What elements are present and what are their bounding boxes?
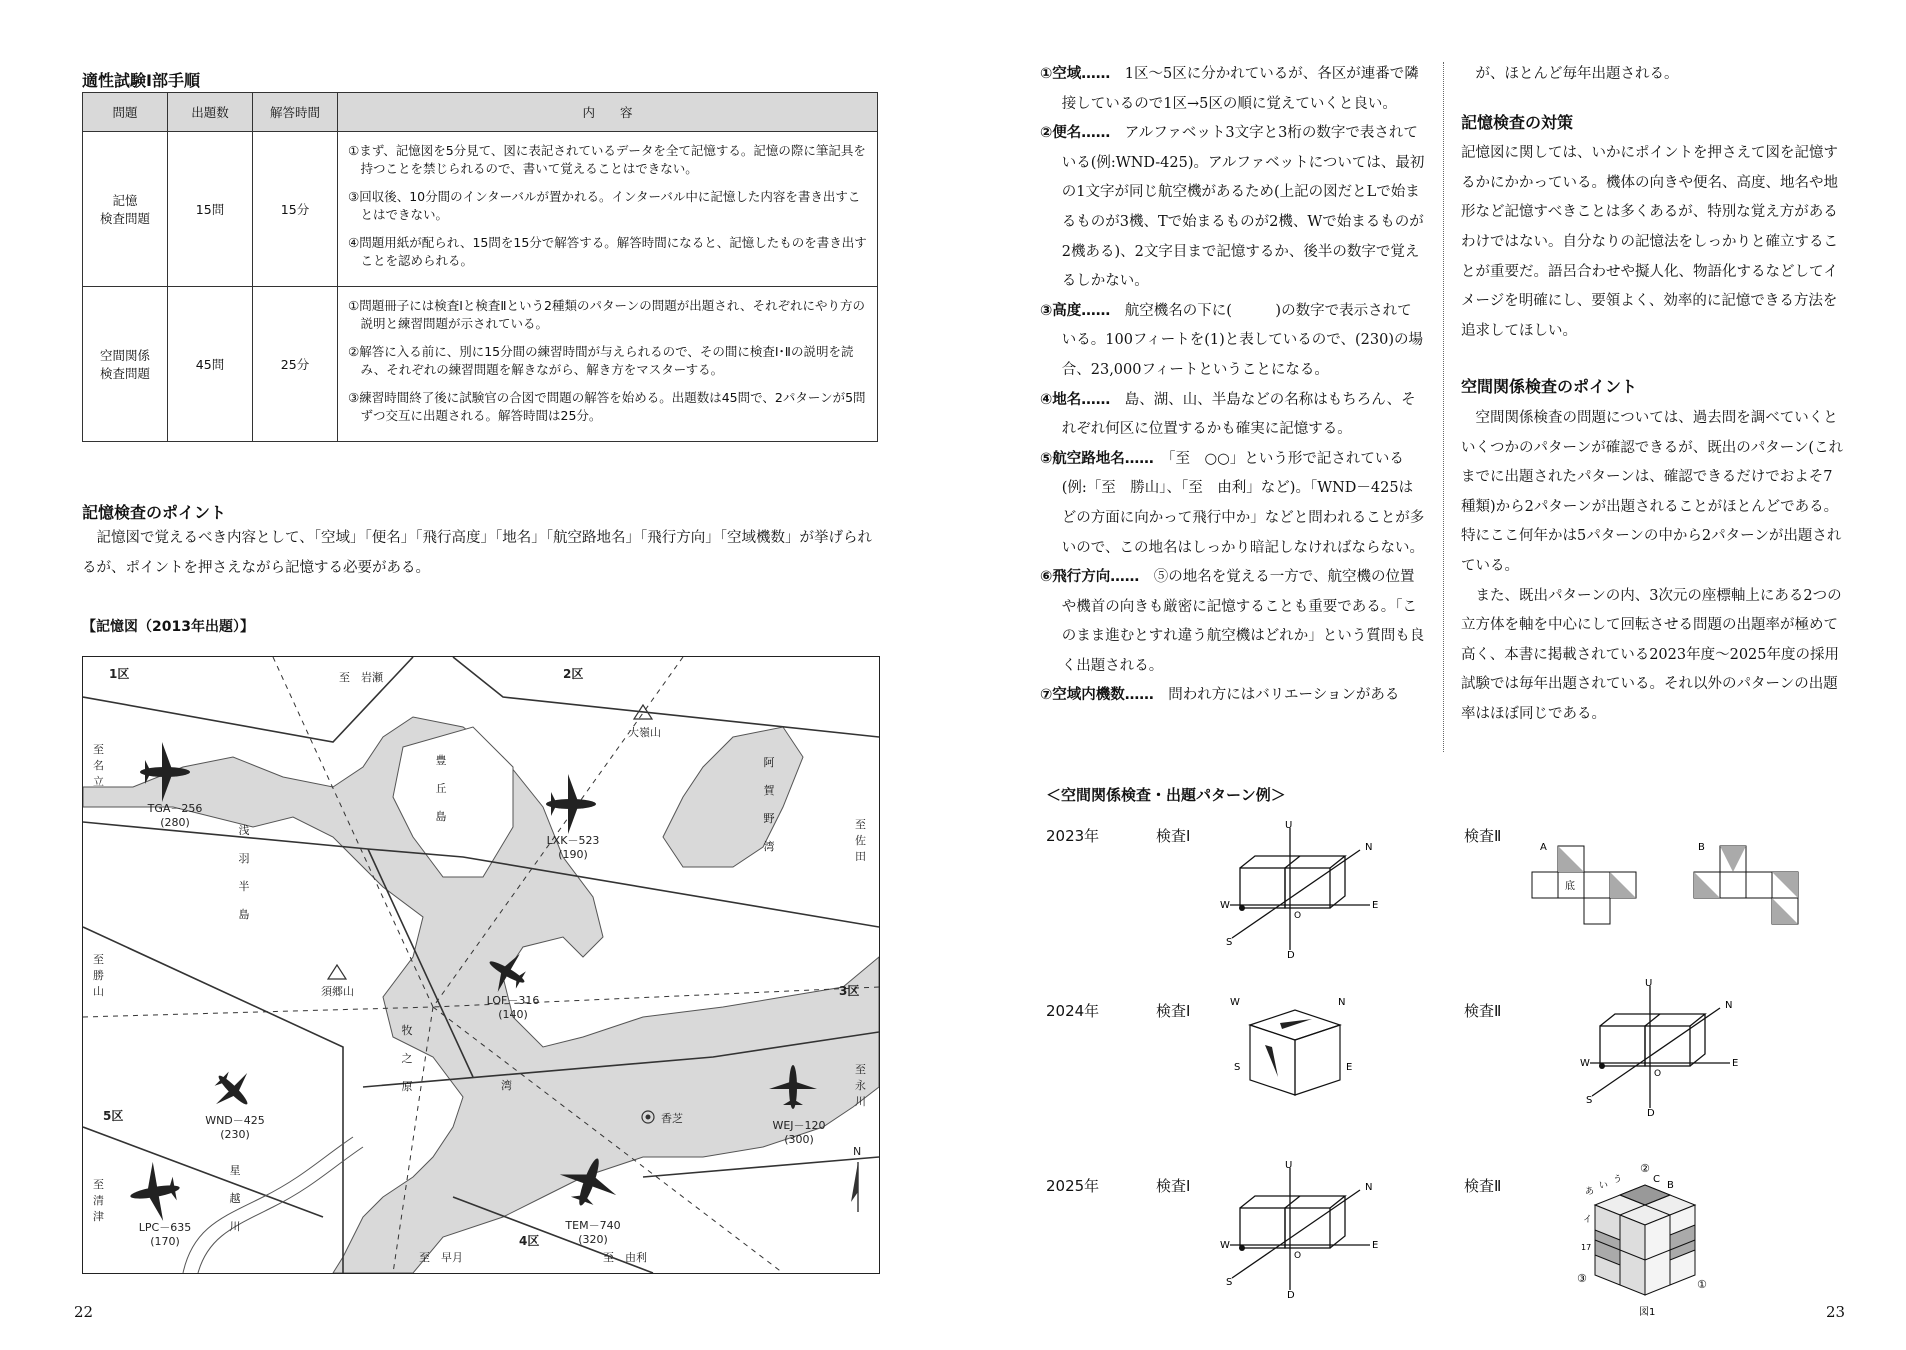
axis-n: N (1338, 997, 1346, 1008)
desc-item: ④問題用紙が配られ、15問を15分で解答する。解答時間になると、記憶したものを書き出すことを認められる。 (348, 235, 867, 268)
axis-n: N (1365, 842, 1373, 853)
axis-e: E (1372, 900, 1379, 911)
area-label: 浅羽半島 (238, 824, 250, 921)
fig-label-f1: イ (1583, 1215, 1593, 1225)
net-label-bottom: 底 (1565, 881, 1575, 892)
fig-label-c: C (1653, 1174, 1660, 1185)
memory-text: 記憶図で覚えるべき内容として、「空域」「便名」「飛行高度」「地名」「航空路地名」「飛行方向」「空域機数」が挙げられ (82, 530, 872, 546)
axis-s: S (1226, 1277, 1233, 1288)
memory-item: ⑥飛行方向…… ⑤の地名を覚える一方で、航空機の位置や機首の向きも厳密に記憶することも重要である。「このまま進むとすれ違う航空機はどれか」という質問も良く出題される。 (1040, 569, 1425, 674)
test2-label: 検査Ⅱ (1464, 1002, 1502, 1020)
header-problem: 問題 (83, 93, 168, 132)
target-heading: 記憶検査の対策 (1461, 112, 1574, 132)
header-count: 出題数 (168, 93, 253, 132)
axis-u: U (1285, 820, 1293, 831)
fig-caption: 図1 (1639, 1307, 1656, 1318)
page-number-right: 23 (1826, 1303, 1846, 1321)
desc-item: ①問題冊子には検査Ⅰと検査Ⅱという2種類のパターンの問題が出題され、それぞれにやり方の説明と練習問題が示されている。 (348, 298, 865, 331)
test2-label: 検査Ⅱ (1464, 1177, 1502, 1195)
test2-label: 検査Ⅱ (1464, 827, 1502, 845)
row-desc (338, 132, 878, 287)
route-name: 至 清津 (93, 1178, 104, 1223)
fig-label-circle3: ③ (1577, 1272, 1587, 1285)
arrow-icon (1280, 1019, 1312, 1029)
fig-label-i: い (1599, 1181, 1609, 1191)
plane-label: TGA－256 (280) (147, 802, 203, 829)
test1-label: 検査Ⅰ (1156, 1177, 1191, 1195)
memory-map (82, 656, 880, 1274)
route-name: 至 佐田 (855, 818, 866, 863)
year-label: 2025年 (1046, 1177, 1100, 1195)
axis-w: W (1580, 1058, 1590, 1069)
year-label: 2024年 (1046, 1002, 1100, 1020)
zone-label: 1区 (109, 667, 130, 681)
axis-o: O (1294, 1251, 1302, 1261)
axis-s: S (1586, 1095, 1593, 1106)
route-name: 至 名立 (93, 743, 104, 788)
axis-u: U (1645, 978, 1653, 989)
zone-label: 4区 (519, 1234, 540, 1248)
page-number-left: 22 (74, 1303, 94, 1321)
header-content: 内 容 (338, 93, 878, 132)
row-name: 記憶 検査問題 (83, 132, 168, 287)
axis-n: N (1725, 1000, 1733, 1011)
axis-w: W (1230, 997, 1240, 1008)
spatial-text: 空間関係検査の問題については、過去問を調べていくといくつかのパターンが確認できるが、既出のパターン(これまでに出題されたパターンは、確認できるだけでおよそ7種類)から2パターンが出題されることがほとんどである。特にここ何年かは5パターンの中から2パターンが出題されている。 (1461, 409, 1844, 574)
route-name: 至 勝山 (93, 953, 104, 998)
axis-d: D (1647, 1108, 1655, 1118)
fig-label-circle2: ② (1640, 1162, 1650, 1175)
zone-label: 2区 (563, 667, 584, 681)
test1-label: 検査Ⅰ (1156, 827, 1191, 845)
arrow-icon (1265, 1045, 1278, 1077)
spatial-text: また、既出パターンの内、3次元の座標軸上にある2つの立方体を軸を中心にして回転させる問題の出題率が極めて高く、本書に掲載されている2023年度～2025年度の採用試験では毎年出題されている。それ以外のパターンの出題率はほぼ同じである。 (1461, 587, 1842, 722)
desc-item: ③練習時間終了後に試験官の合図で問題の解答を始める。出題数は45問で、2パターンが5問ずつ交互に出題される。解答時間は25分。 (348, 390, 866, 423)
plane-label: TEM－740 (320) (565, 1219, 621, 1246)
memory-item: ②便名…… アルファベット3文字と3桁の数字で表されている(例:WND-425)。アルファベットについては、最初の1文字が同じ航空機があるため(上記の図だとLで始まるものが3機、Tで始まるものが2機、Wで始まるものが2機ある)、2文字目まで記憶するか、後半の数字で覚えるしかない。 (1040, 125, 1425, 290)
table-title: 適性試験Ⅰ部手順 (82, 71, 200, 90)
fig-label-f17: 17 (1581, 1243, 1592, 1252)
net-label-a: A (1540, 842, 1547, 853)
place-label: 須郷山 (321, 985, 354, 998)
memory-heading: 記憶検査のポイント (82, 503, 227, 522)
column-divider (1443, 62, 1444, 752)
header-time: 解答時間 (253, 93, 338, 132)
fig-label-a: あ (1585, 1187, 1595, 1197)
table-row (83, 287, 878, 442)
zone-label: 3区 (839, 984, 860, 998)
axis-w: W (1220, 1240, 1230, 1251)
memory-items-column (1040, 60, 1425, 711)
two-cubes-figure-2025 (1210, 1160, 1390, 1300)
desc-item: ①まず、記憶図を5分見て、図に表記されているデータを全て記憶する。記憶の際に筆記具を持つことを禁じられるので、書いて覚えることはできない。 (348, 143, 866, 176)
route-name: 至 早月 (419, 1251, 463, 1264)
desc-item: ②解答に入る前に、別に15分間の練習時間が与えられるので、その間に検査Ⅰ･Ⅱの説明を読み、それぞれの練習問題を解きながら、解き方をマスターする。 (348, 344, 854, 377)
axis-u: U (1285, 1160, 1293, 1171)
axis-s: S (1234, 1062, 1241, 1073)
composite-cube-figure (1575, 1160, 1725, 1320)
net-label-b: B (1698, 842, 1705, 853)
two-cubes-figure-2024 (1570, 978, 1750, 1118)
area-label: 星越川 (229, 1164, 241, 1233)
area-label: 牧之原 (401, 1024, 413, 1093)
area-label: 豊丘島 (435, 754, 447, 823)
axis-s: S (1226, 937, 1233, 948)
table-row (83, 132, 878, 287)
memory-item: ④地名…… 島、湖、山、半島などの名称はもちろん、それぞれ何区に位置するかも確実に記憶する。 (1040, 391, 1416, 438)
route-name: 至 由利 (603, 1251, 647, 1264)
row-count: 15問 (168, 132, 253, 287)
axis-e: E (1732, 1058, 1739, 1069)
axis-o: O (1654, 1069, 1662, 1079)
plane-label: LXK－523 (190) (546, 834, 600, 861)
continued-text: が、ほとんど毎年出題される。 (1475, 66, 1679, 82)
row-time: 15分 (253, 132, 338, 287)
map-title: 【記憶図（2013年出題）】 (82, 619, 254, 635)
plane-label: WEJ－120 (300) (772, 1119, 826, 1146)
axis-e: E (1372, 1240, 1379, 1251)
route-name: 至 永川 (855, 1063, 866, 1108)
single-cube-figure (1220, 995, 1360, 1115)
memory-item: ③高度…… 航空機名の下に( )の数字で表示されている。100フィートを(1)と表しているので、(230)の場合、23,000フィートということになる。 (1040, 302, 1424, 378)
row-time: 25分 (253, 287, 338, 442)
axis-d: D (1287, 950, 1295, 960)
memory-paragraph (82, 523, 882, 583)
place-label: 香芝 (661, 1112, 683, 1125)
axis-d: D (1287, 1290, 1295, 1300)
axis-w: W (1220, 900, 1230, 911)
row-name: 空間関係 検査問題 (83, 287, 168, 442)
fig-label-b: B (1667, 1180, 1674, 1191)
place-label: 大嶺山 (628, 726, 661, 739)
plane-label: LOF－316 (140) (486, 994, 540, 1021)
test1-label: 検査Ⅰ (1156, 1002, 1191, 1020)
year-label: 2023年 (1046, 827, 1100, 845)
area-label: 湾 (501, 1079, 512, 1092)
desc-item: ③回収後、10分間のインターバルが置かれる。インターバル中に記憶した内容を書き出すことはできない。 (348, 189, 861, 222)
plane-label: WND－425 (230) (205, 1114, 265, 1141)
zone-label: 5区 (103, 1109, 124, 1123)
two-cubes-figure-2023 (1210, 820, 1390, 960)
fig-label-u: う (1613, 1175, 1623, 1185)
fig-label-circle1: ① (1697, 1278, 1707, 1291)
memory-item: ①空域…… 1区～5区に分かれているが、各区が連番で隣接しているので1区→5区の順に覚えていくと良い。 (1040, 66, 1419, 112)
target-text: 記憶図に関しては、いかにポイントを押さえて図を記憶するかにかかっている。機体の向きや便名、高度、地名や地形など記憶すべきことは多くあるが、特別な覚え方があるわけではない。自分なりの記憶法をしっかりと確立することが重要だ。語呂合わせや擬人化、物語化するなどしてイメージを明確にし、要領よく、効率的に記憶できる方法を追求してほしい。 (1461, 145, 1838, 339)
memory-item: ⑤航空路地名…… 「至 ○○」という形で記されている(例:「至 勝山」、「至 由利」など)。「WND－425はどの方面に向かって飛行中か」などと問われることが多いので、この地名はしっかり暗記しなければならない。 (1040, 450, 1425, 556)
route-name: 至 岩瀬 (339, 671, 383, 684)
axis-n: N (1365, 1182, 1373, 1193)
row-count: 45問 (168, 287, 253, 442)
area-label: 阿賀野湾 (763, 756, 775, 853)
right-column (1461, 60, 1846, 729)
axis-o: O (1294, 911, 1302, 921)
axis-e: E (1346, 1062, 1353, 1073)
spatial-heading: 空間関係検査のポイント (1461, 377, 1638, 397)
memory-item: ⑦空域内機数…… 問われ方にはバリエーションがある (1040, 687, 1400, 704)
map-graphic (83, 657, 879, 1273)
pattern-heading: ＜空間関係検査・出題パターン例＞ (1046, 786, 1286, 804)
row-desc (338, 287, 878, 442)
place-label: N (853, 1145, 862, 1158)
memory-text: るが、ポイントを押さえながら記憶する必要がある。 (82, 560, 430, 576)
plane-label: LPC－635 (170) (138, 1221, 192, 1248)
procedure-table (82, 92, 878, 442)
cube-nets-figure (1530, 838, 1830, 928)
table-header-row (83, 93, 878, 132)
